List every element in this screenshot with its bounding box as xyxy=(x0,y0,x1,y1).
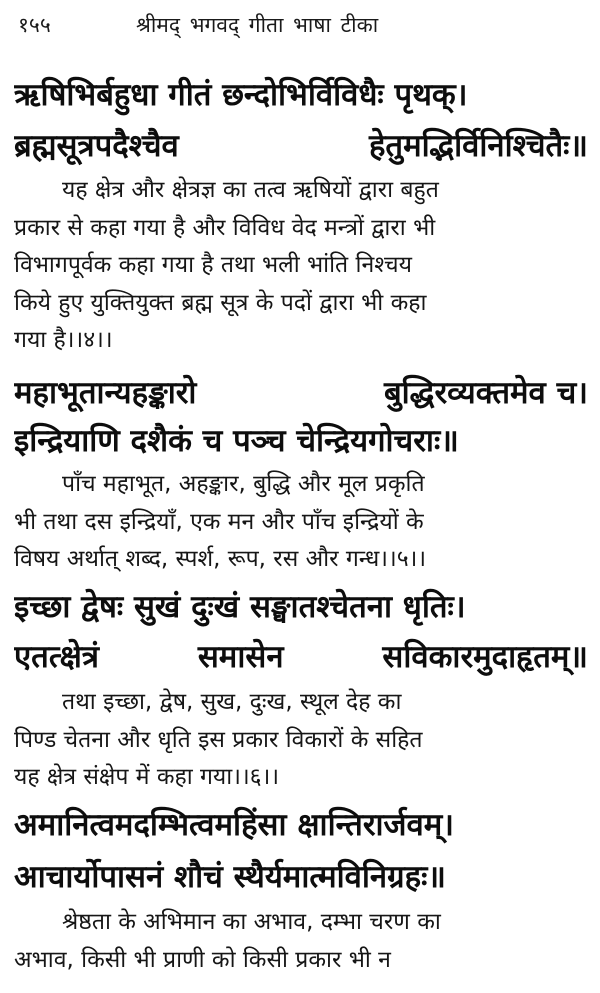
commentary-7-line: अभाव, किसी भी प्राणी को किसी प्रकार भी न xyxy=(14,946,391,973)
verse-5-line-2: इन्द्रियाणि दशैकं च पञ्च चेन्द्रियगोचराः॥ xyxy=(14,423,459,459)
verse-4-line-2-left: ब्रह्मसूत्रपदैश्चैव xyxy=(14,128,179,164)
commentary-7 xyxy=(14,904,586,979)
verse-5-line-1-left: महाभूतान्यहङ्कारो xyxy=(14,375,197,411)
verse-6-line-2-mid: समासेन xyxy=(197,639,284,675)
commentary-6-line: यह क्षेत्र संक्षेप में कहा गया।।६।। xyxy=(14,764,280,790)
commentary-5-line: पाँच महाभूत, अहङ्कार, बुद्धि और मूल प्रकृति xyxy=(62,471,425,497)
verse-4-line-1: ऋषिभिर्बहुधा गीतं छन्दोभिर्विविधैः पृथक्। xyxy=(14,77,468,113)
verse-7-line-2: आचार्योपासनं शौचं स्थैर्यमात्मविनिग्रहः॥ xyxy=(14,859,446,895)
verse-6-line-2-left: एतत्क्षेत्रं xyxy=(14,639,99,675)
commentary-4-line: गया है।।४।। xyxy=(14,327,113,353)
commentary-4-line: प्रकार से कहा गया है और विविध वेद मन्त्रों द्वारा भी xyxy=(14,214,436,241)
commentary-6-line: तथा इच्छा, द्वेष, सुख, दुःख, स्थूल देह का xyxy=(62,689,402,715)
verse-5-line-1 xyxy=(14,368,588,418)
commentary-5-line: भी तथा दस इन्द्रियाँ, एक मन और पाँच इन्द्रियों के xyxy=(14,508,424,535)
verse-5-line-1-right: बुद्धिरव्यक्तमेव च। xyxy=(383,375,588,411)
commentary-4 xyxy=(14,172,586,360)
verse-4-line-2 xyxy=(14,121,588,171)
verse-6-line-2-right: सविकारमुदाहृतम्॥ xyxy=(382,639,588,675)
commentary-5-line: विषय अर्थात् शब्द, स्पर्श, रूप, रस और गन्ध।।५।। xyxy=(14,546,427,572)
commentary-6-line: पिण्ड चेतना और धृति इस प्रकार विकारों के सहित xyxy=(14,726,423,753)
verse-4-line-2-right: हेतुमद्भिर्विनिश्चितैः॥ xyxy=(368,128,588,164)
commentary-5 xyxy=(14,466,586,579)
page-number: १५५ xyxy=(18,13,51,37)
commentary-6 xyxy=(14,684,586,797)
verse-7-line-1: अमानित्वमदम्भित्वमहिंसा क्षान्तिरार्जवम्। xyxy=(14,807,455,843)
commentary-7-line: श्रेष्ठता के अभिमान का अभाव, दम्भा चरण का xyxy=(62,909,441,935)
running-title: श्रीमद् भगवद् गीता भाषा टीका xyxy=(136,13,379,37)
verse-6-line-1: इच्छा द्वेषः सुखं दुःखं सङ्घातश्चेतना धृतिः। xyxy=(14,589,466,625)
verse-6-line-2 xyxy=(14,632,588,682)
commentary-4-line: यह क्षेत्र और क्षेत्रज्ञ का तत्व ऋषियों द्वारा बहुत xyxy=(62,177,439,203)
commentary-4-line: विभागपूर्वक कहा गया है तथा भली भांति निश्चय xyxy=(14,252,412,278)
commentary-4-line: किये हुए युक्तियुक्त ब्रह्म सूत्र के पदों द्वारा भी कहा xyxy=(14,289,427,316)
page-header xyxy=(16,10,586,40)
